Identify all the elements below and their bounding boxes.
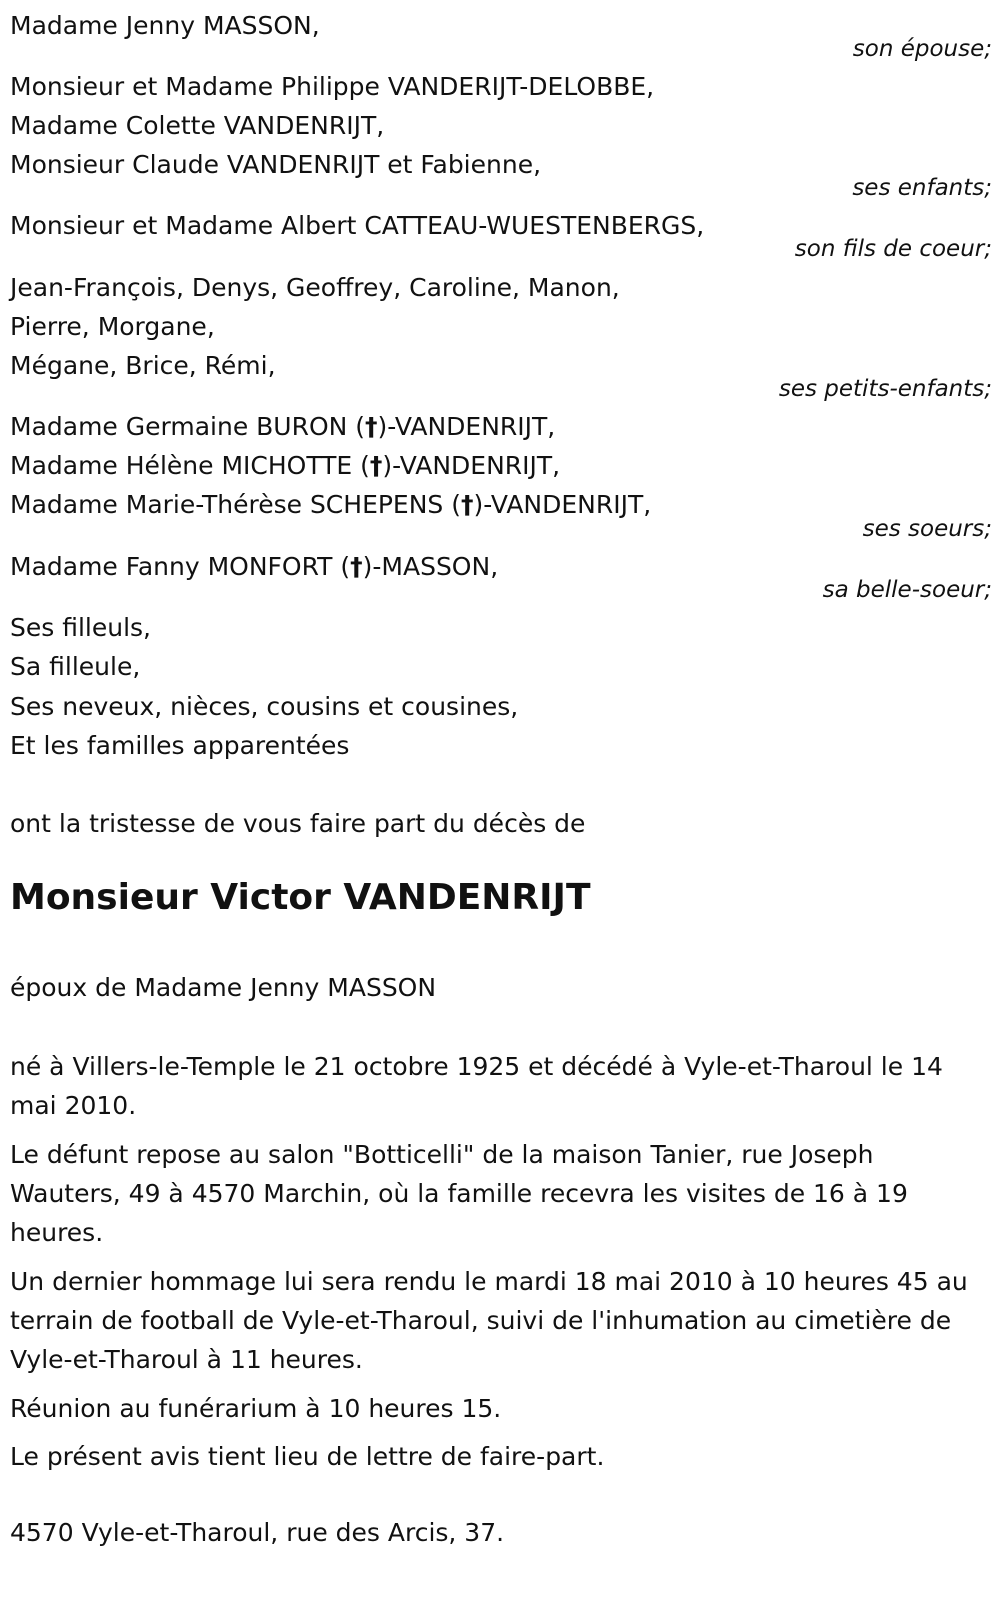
cross-icon: † [350,552,363,581]
relation-label: son fils de coeur; [794,236,992,262]
family-line: Sa filleule, [10,652,141,681]
family-line: Pierre, Morgane, [10,312,215,341]
text-segment: Madame Marie-Thérèse SCHEPENS ( [10,490,462,519]
text-segment: Madame Germaine BURON ( [10,412,366,441]
family-line [10,552,498,582]
family-line: Mégane, Brice, Rémi, [10,351,276,380]
cross-icon: † [369,451,383,480]
family-line [10,451,560,481]
relation-label: son épouse; [852,36,992,62]
family-line: Madame Colette VANDENRIJT, [10,111,385,140]
family-line: Monsieur et Madame Albert CATTEAU-WUESTENBERGS, [10,211,705,240]
text-segment: )-VANDENRIJT, [473,490,652,519]
family-line: Ses filleuls, [10,613,152,642]
family-line: Ses neveux, nièces, cousins et cousines, [10,692,519,721]
text-segment: )-VANDENRIJT, [377,412,556,441]
text-segment: )-MASSON, [362,552,499,581]
spouse-line: époux de Madame Jenny MASSON [10,973,437,1002]
cross-icon: † [461,490,474,519]
cross-icon: † [365,412,378,441]
text-segment: Madame Hélène MICHOTTE ( [10,451,370,480]
family-line [10,490,651,520]
family-line: Et les familles apparentées [10,731,350,760]
relation-label: ses soeurs; [862,516,992,542]
family-line [10,412,555,442]
family-line: Madame Jenny MASSON, [10,11,320,40]
family-line: Monsieur et Madame Philippe VANDERIJT-DELOBBE, [10,72,655,101]
detail-paragraph: né à Villers-le-Temple le 21 octobre 1925 et décédé à Vyle-et-Tharoul le 14 mai 2010. [10,1052,943,1120]
relation-label: ses petits-enfants; [778,376,992,402]
text-segment: )-VANDENRIJT, [382,451,561,480]
text-segment: Madame Fanny MONFORT ( [10,552,351,581]
relation-label: ses enfants; [852,175,992,201]
family-line: Jean-François, Denys, Geoffrey, Caroline, Manon, [10,273,620,302]
detail-paragraph: Le présent avis tient lieu de lettre de faire-part. [10,1442,605,1471]
deceased-name: Monsieur Victor VANDENRIJT [10,877,591,918]
relation-label: sa belle-soeur; [822,577,992,603]
address-line: 4570 Vyle-et-Tharoul, rue des Arcis, 37. [10,1518,505,1547]
detail-paragraph: Le défunt repose au salon "Botticelli" de la maison Tanier, rue Joseph Wauters, 49 à 4570 Marchin, où la famille recevra les visites de 16 à 19 heures. [10,1140,908,1247]
family-line: Monsieur Claude VANDENRIJT et Fabienne, [10,150,542,179]
detail-paragraph: Réunion au funérarium à 10 heures 15. [10,1394,502,1423]
detail-paragraph: Un dernier hommage lui sera rendu le mardi 18 mai 2010 à 10 heures 45 au terrain de football de Vyle-et-Tharoul, suivi de l'inhumation au cimetière de Vyle-et-Tharoul à 11 heures. [10,1267,968,1374]
announcement-text: ont la tristesse de vous faire part du décès de [10,809,586,838]
